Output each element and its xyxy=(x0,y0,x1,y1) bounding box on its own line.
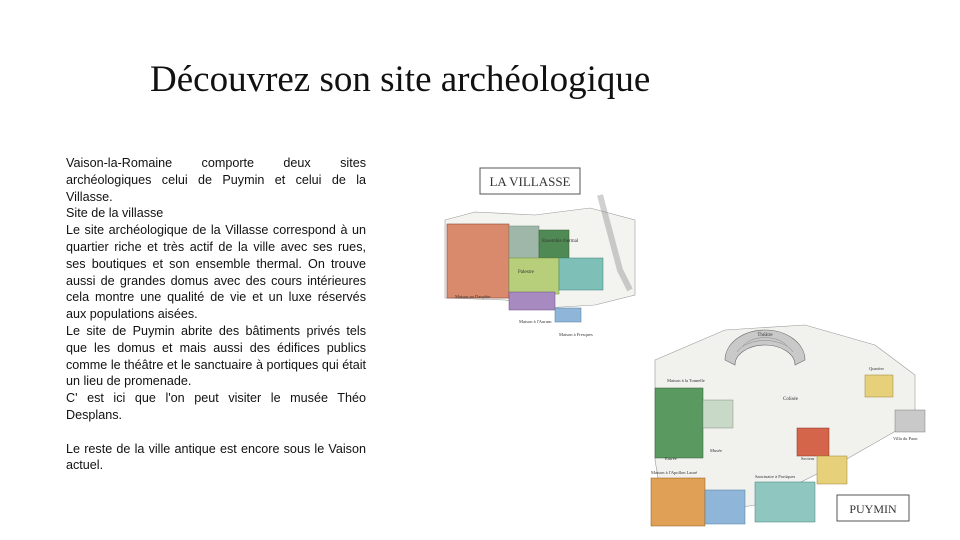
svg-text:Théâtre: Théâtre xyxy=(757,333,773,338)
svg-text:Maison à la Tonnelle: Maison à la Tonnelle xyxy=(667,378,705,383)
svg-text:Musée: Musée xyxy=(710,448,722,453)
svg-text:Sanctuaire à Portiques: Sanctuaire à Portiques xyxy=(755,474,796,479)
villasse-title: LA VILLASSE xyxy=(489,174,571,189)
svg-text:Entrée: Entrée xyxy=(665,456,677,461)
intro-paragraph: Vaison-la-Romaine comporte deux sites archéologiques celui de Puymin et celui de la Villasse. xyxy=(66,156,366,204)
svg-text:Maison à Fresques: Maison à Fresques xyxy=(559,332,593,337)
svg-text:Colisée: Colisée xyxy=(783,397,798,402)
slide-title: Découvrez son site archéologique xyxy=(150,59,651,100)
site-map-image xyxy=(425,160,945,530)
body-text xyxy=(66,155,366,474)
villasse-paragraph: Le site archéologique de la Villasse correspond à un quartier riche et très actif de la ville avec ses rues, ses boutiques et son ensemble thermal. On trouve aussi de grandes domus avec des cours intérieures cela montre une qualité de vie et un luxe réservés aux populations aisées. xyxy=(66,223,366,322)
villasse-heading: Site de la villasse xyxy=(66,206,164,221)
svg-text:Villa du Paon: Villa du Paon xyxy=(893,436,918,441)
svg-text:Maison à l'Apollon Lauré: Maison à l'Apollon Lauré xyxy=(651,470,698,475)
museum-paragraph: C' est ici que l'on peut visiter le musée Théo Desplans. xyxy=(66,391,366,422)
puymin-title-box xyxy=(837,495,909,521)
villasse-title-box xyxy=(480,168,580,194)
villasse-site xyxy=(445,195,635,337)
puymin-title: PUYMIN xyxy=(849,502,897,516)
svg-text:Quartier: Quartier xyxy=(869,366,884,371)
svg-text:Maison à l'Aurum: Maison à l'Aurum xyxy=(519,319,552,324)
svg-text:Palestre: Palestre xyxy=(518,270,534,275)
svg-text:Maison au Dauphin: Maison au Dauphin xyxy=(455,294,491,299)
svg-text:Secteur: Secteur xyxy=(801,456,815,461)
closing-paragraph: Le reste de la ville antique est encore sous le Vaison actuel. xyxy=(66,441,366,473)
svg-text:Ensemble thermal: Ensemble thermal xyxy=(542,239,579,244)
puymin-paragraph: Le site de Puymin abrite des bâtiments privés tels que les domus et mais aussi des édifices publics comme le théâtre et le sanctuaire à portiques qui était un lieu de promenade. xyxy=(66,323,366,389)
